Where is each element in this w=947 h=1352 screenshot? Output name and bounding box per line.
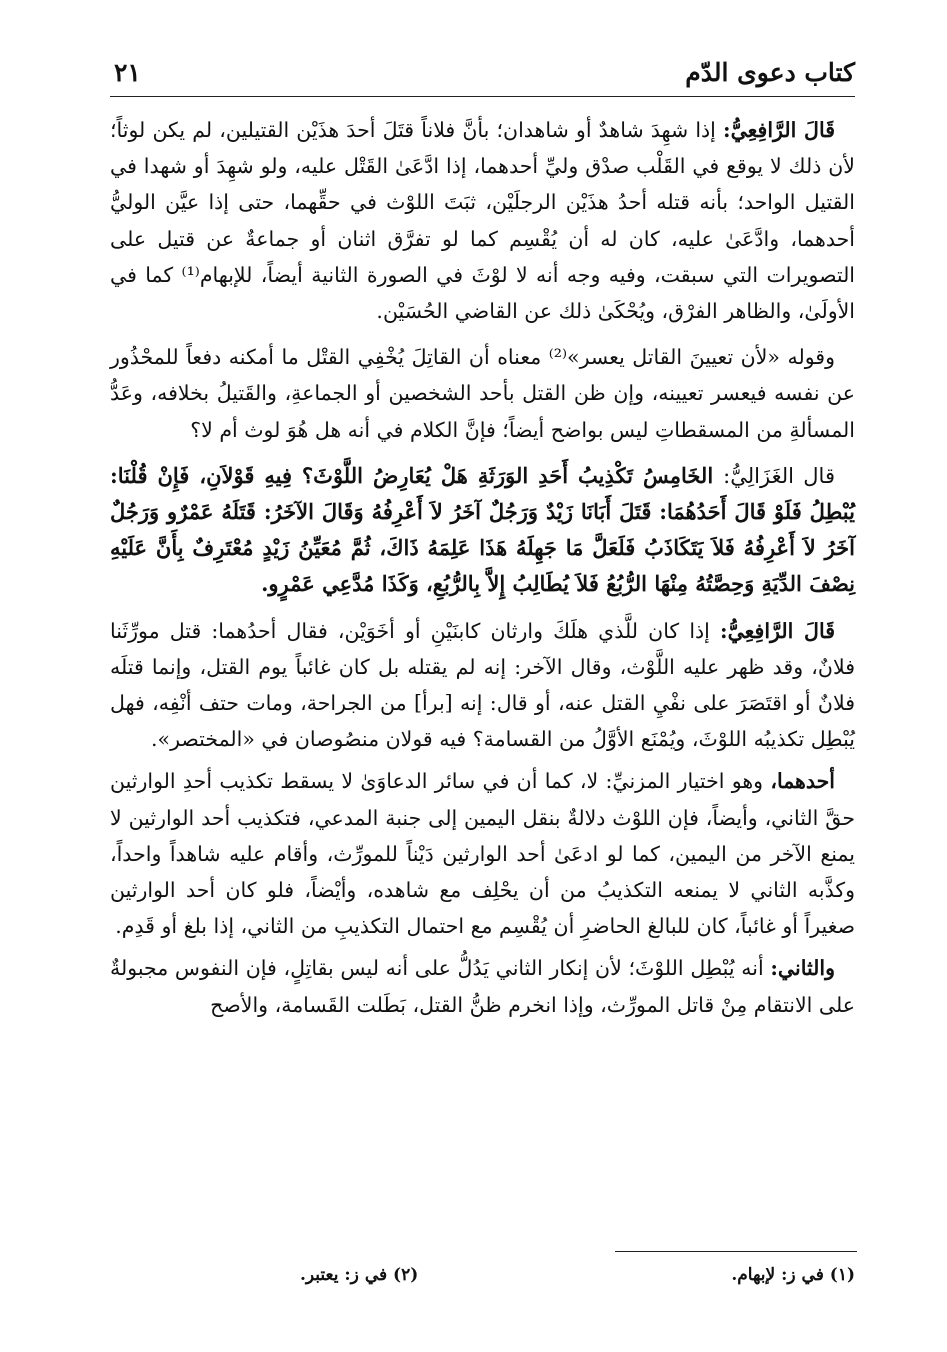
footnote-2: (٢) في ز: يعتبر. <box>300 1265 419 1285</box>
footnote-1: (١) في ز: لإبهام. <box>731 1265 855 1285</box>
page-number: ٢١ <box>114 58 141 87</box>
paragraph-lead: أحدهما، <box>770 769 835 794</box>
page-body <box>110 112 855 1029</box>
paragraph-text: وهو اختيار المزنيِّ: لا، كما أن في سائر الدعاوَىٰ لا يسقط تكذيب أحدِ الوارثين حقَّ الثاني، وأيضاً، فإن اللوْث دلالةٌ بنقل اليمين إلى جنبة المدعي، فتكذيب أحد الوارثين لا يمنع الآخر من اليمين، كما لو ادعَىٰ أحد الوارثين دَيْناً للمورِّث، وأقام عليه شاهداً واحداً، وكذَّبه الثاني لا يمنعه التكذيبُ من أن يحْلِف مع شاهده، وأيْضاً، فلو كان أحد الوارثين صغيراً أو غائباً، كان للبالغ الحاضرِ أن يُقْسِم مع احتمال التكذيبِ من الثاني، إذا بلغ أو قَدِم. <box>110 769 855 939</box>
paragraph-text: الخَامِسُ تَكْذِيبُ أَحَدِ الوَرَثَةِ هَلْ يُعَارِضُ اللَّوْثَ؟ فِيهِ قَوْلاَنِ، فَإِنْ قُلْنَا: يُبْطِلُ فَلَوْ قَالَ أَحَدُهُمَا: قَتَلَ أَبَانَا زَيْدٌ وَرَجُلٌ آخَرُ لاَ أَعْرِفُهُ وَقَالَ الآخَرُ: قَتَلَهُ عَمْرٌو وَرَجُلٌ آخَرُ لاَ أَعْرِفُهُ فَلاَ يَتَكَاذَبُ فَلَعَلَّ مَا جَهِلَهُ هَذَا عَلِمَهُ ذَاكَ، ثُمَّ مُعَيِّنُ زَيْدٍ مُعْتَرِفٌ بِأَنَّ عَلَيْهِ نِصْفَ الدِّيَةِ وَحِصَّتُهُ مِنْهَا الرُّبُعُ فَلاَ يُطَالِبُ إِلاَّ بِالرُّبُعِ، وَكَذَا مُدَّعِي عَمْرٍو. <box>110 462 855 597</box>
paragraph-second-opinion <box>110 950 855 1022</box>
paragraph-lead: قَالَ الرَّافِعِيُّ: <box>723 118 835 142</box>
footnote-divider <box>615 1251 857 1252</box>
paragraph-text: أنه يُبْطِل اللوْثَ؛ لأن إنكار الثاني يَدُلُّ على أنه ليس بقاتِلٍ، فإن النفوس مجبولةٌ على الانتقام مِنْ قاتل المورِّث، وإذا انخرم ظنُّ القتل، بَطَلت القَسامة، والأصح <box>110 956 855 1017</box>
page-header <box>110 52 855 97</box>
paragraph-lead: قال الغَزَالِيُّ: <box>723 463 835 488</box>
running-title: كتاب دعوى الدّم <box>685 58 855 87</box>
paragraph-ghazali-matn <box>110 458 855 603</box>
footnotes <box>300 1265 855 1285</box>
paragraph-text: وقوله «لأن تعيينَ القاتل يعسر»⁽²⁾ معناه أن القاتِلَ يُخْفِي القتْل ما أمكنه دفعاً للمحْذُور عن نفسه فيعسر تعيينه، وإن ظن القتل بأحد الشخصين أو الجماعةِ، والقَتيلُ بخلافه، وعَدُّ المسألةِ من المسقطاتِ ليس بواضح أيضاً؛ فإنَّ الكلام في أنه هل هُوَ لوث أم لا؟ <box>110 345 855 442</box>
paragraph-commentary <box>110 339 855 448</box>
paragraph-text: إذا شهِدَ شاهدٌ أو شاهدان؛ بأنَّ فلاناً قتَلَ أحدَ هذَيْن القتيلين، لم يكن لوثاً؛ لأن ذلك لا يوقع في القَلْب صدْق وليِّ أحدهما، إذا ادَّعَىٰ القَتْل عليه، ولو شهِدَ أو شهدا في القتيل الواحد؛ بأنه قتله أحدُ هذَيْن الرجلَيْن، ثبَتَ اللوْث في حقِّهما، حتى إذا عيَّن الوليُّ أحدهما، وادَّعَىٰ عليه، كان له أن يُقْسِم كما لو تفرَّق اثنان أو جماعةٌ عن قتيل على التصويرات التي سبقت، وفيه وجه أنه لا لوْثَ في الصورة الثانية أيضاً، للإبهام⁽¹⁾ كما في الأولَىٰ، والظاهر الفرْق، ويُحْكَىٰ ذلك عن القاضي الحُسَيْن. <box>110 118 856 324</box>
paragraph-lead: قَالَ الرَّافِعِيُّ: <box>720 618 835 643</box>
paragraph-lead: والثاني: <box>770 956 835 981</box>
paragraph-rafii-1 <box>110 112 855 329</box>
paragraph-rafii-2 <box>110 613 855 758</box>
paragraph-first-opinion <box>110 763 855 944</box>
paragraph-text: إذا كان للَّذي هلَكَ وارثان كابنَيْنِ أو أخَوَيْن، فقال أحدُهما: قتل مورِّثَنا فلانٌ، وقد ظهر عليه اللَّوْث، وقال الآخر: إنه لم يقتله بل كان غائباً يوم القتل، وإنما قتلَه فلانٌ أو اقتَصَرَ على نفْيِ القتل عنه، أو قال: إنه [برأ] من الجراحة، ومات حتف أنْفِه، فهل يُبْطِل تكذيبُه اللوْثَ، ويُمْنَع الأوَّلُ من القسامة؟ فيه قولان منصُوصان في «المختصر». <box>110 618 855 752</box>
